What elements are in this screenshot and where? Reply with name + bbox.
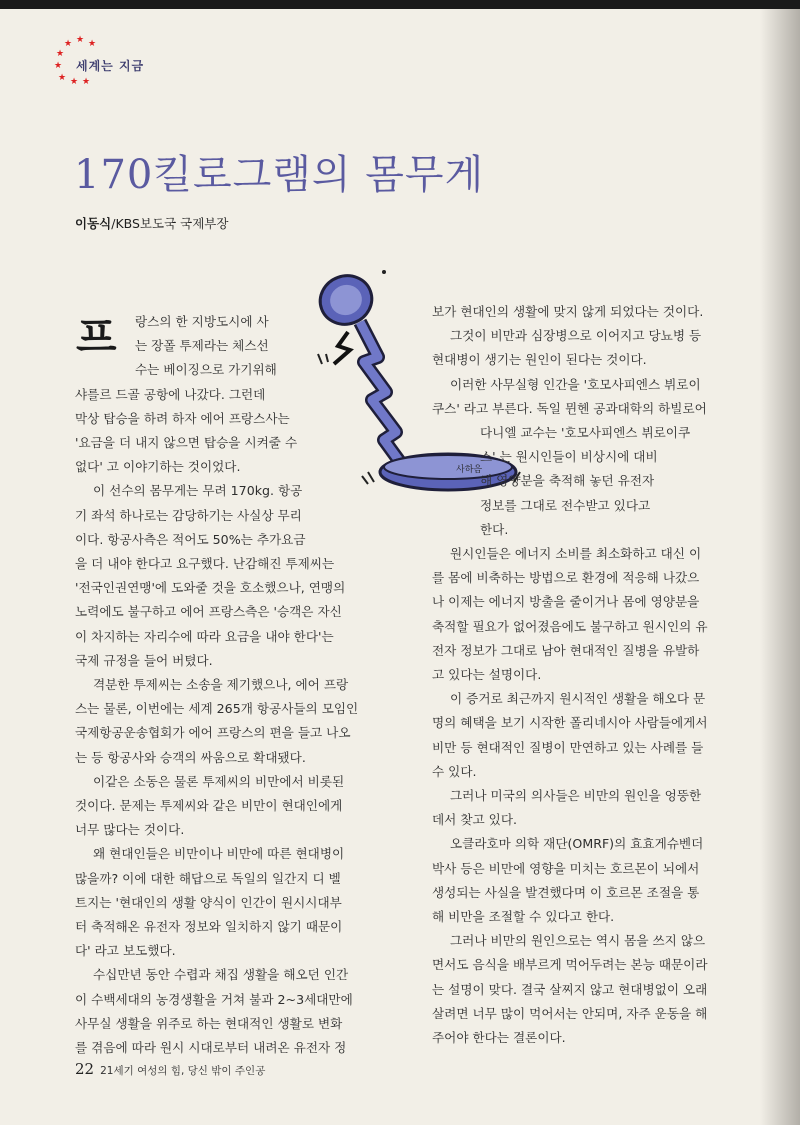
paragraph-line: 는 등 항공사와 승객의 싸움으로 확대됐다. bbox=[75, 749, 306, 765]
paragraph-line: 사무실 생활을 위주로 하는 현대적인 생활로 변화 bbox=[75, 1015, 343, 1031]
paragraph-line: 랑스의 한 지방도시에 사 bbox=[135, 314, 269, 329]
paragraph-line: 면서도 음식을 배부르게 먹어두려는 본능 때문이라 bbox=[432, 957, 708, 973]
paragraph-line: 이 차지하는 자리수에 따라 요금을 내야 한다'는 bbox=[75, 628, 334, 644]
paragraph-line: 는 장폴 투제라는 체스선 bbox=[135, 338, 269, 354]
paragraph-line: 이러한 사무실형 인간을 '호모사피엔스 뷔로이 bbox=[450, 376, 701, 392]
paragraph-line: 이다. 항공사측은 적어도 50%는 추가요금 bbox=[75, 531, 306, 547]
paragraph-line: 노력에도 불구하고 에어 프랑스측은 '승객은 자신 bbox=[75, 604, 342, 620]
paragraph-line: 원시인들은 에너지 소비를 최소화하고 대신 이 bbox=[450, 546, 702, 562]
paragraph-line: 고 있다는 설명이다. bbox=[432, 667, 542, 683]
paragraph-line: 기 좌석 하나로는 감당하기는 사실상 무리 bbox=[75, 507, 302, 523]
left-column bbox=[75, 310, 405, 1060]
paragraph-line: 박사 등은 비만에 영향을 미치는 호르몬이 뇌에서 bbox=[432, 860, 700, 876]
paragraph-line: 명의 혜택을 보기 시작한 폴리네시아 사람들에게서 bbox=[432, 715, 708, 731]
article-title: 170킬로그램의 몸무게 bbox=[74, 152, 485, 198]
paragraph-line: 해 영양분을 축적해 놓던 유전자 bbox=[480, 473, 655, 489]
paragraph-line: '전국인권연맹'에 도와줄 것을 호소했으나, 연맹의 bbox=[75, 580, 346, 596]
paragraph-line: 그러나 비만의 원인으로는 역시 몸을 쓰지 않으 bbox=[450, 933, 706, 949]
author-line bbox=[75, 214, 228, 232]
section-label: 세계는 지금 bbox=[76, 59, 145, 73]
paragraph-line: 비만 등 현대적인 질병이 만연하고 있는 사례를 들 bbox=[432, 739, 704, 755]
top-edge-bar bbox=[0, 0, 800, 9]
paragraph-line: 쿠스' 라고 부른다. 독일 뮌헨 공과대학의 하빌로어 bbox=[432, 400, 707, 416]
running-title: 21세기 여성의 힘, 당신 밖이 주인공 bbox=[100, 1065, 266, 1077]
paragraph-line: 없다' 고 이야기하는 것이었다. bbox=[75, 459, 241, 475]
paragraph-line: 그것이 비만과 심장병으로 이어지고 당뇨병 등 bbox=[450, 328, 702, 344]
paragraph-line: 많을까? 이에 대한 해답으로 독일의 일간지 디 벨 bbox=[75, 870, 341, 886]
paragraph-line: 주어야 한다는 결론이다. bbox=[432, 1030, 566, 1046]
paragraph-line: 생성되는 사실을 발견했다며 이 호르몬 조절을 통 bbox=[432, 884, 700, 900]
paragraph-line: 스는 물론, 이번에는 세계 265개 항공사들의 모임인 bbox=[75, 701, 359, 717]
paragraph-line: 수 있다. bbox=[432, 763, 477, 779]
paragraph-line: 이 증거로 최근까지 원시적인 생활을 해오다 문 bbox=[450, 691, 706, 707]
paragraph-line: 것이다. 문제는 투제씨와 같은 비만이 현대인에게 bbox=[75, 798, 343, 814]
paragraph-line: 국제항공운송협회가 에어 프랑스의 편을 들고 나오 bbox=[75, 725, 351, 741]
paragraph-line: 현대병이 생기는 원인이 된다는 것이다. bbox=[432, 352, 647, 368]
paragraph-line: 그러나 미국의 의사들은 비만의 원인을 엉뚱한 bbox=[450, 788, 702, 804]
author-role: /KBS보도국 국제부장 bbox=[111, 216, 229, 231]
paragraph-line: 이 선수의 몸무게는 무려 170kg. 항공 bbox=[93, 483, 303, 499]
paragraph-line: '요금을 더 내지 않으면 탑승을 시켜줄 수 bbox=[75, 435, 298, 451]
paragraph-line: 전자 정보가 그대로 남아 현대적인 질병을 유발하 bbox=[432, 642, 700, 658]
paragraph-line: 왜 현대인들은 비만이나 비만에 따른 현대병이 bbox=[93, 846, 345, 862]
page-footer bbox=[75, 1060, 265, 1078]
paragraph-line: 을 더 내야 한다고 요구했다. 난감해진 투제씨는 bbox=[75, 556, 335, 572]
paragraph-line: 살려면 너무 많이 먹어서는 안되며, 자주 운동을 해 bbox=[432, 1005, 708, 1021]
dropcap: 프 bbox=[76, 313, 117, 362]
paragraph-line: 보가 현대인의 생활에 맞지 않게 되었다는 것이다. bbox=[432, 304, 704, 319]
paragraph-line: 한다. bbox=[480, 521, 509, 537]
paragraph-line: 를 겪음에 따라 원시 시대로부터 내려온 유전자 정 bbox=[75, 1040, 347, 1056]
star-ring-icon: ★ ★ ★ ★ ★ ★ ★ ★ bbox=[54, 35, 97, 87]
paragraph-line: 나 이제는 에너지 방출을 줄이거나 몸에 영양분을 bbox=[432, 594, 700, 610]
paragraph-line: 국제 규정을 들어 버텼다. bbox=[75, 652, 213, 668]
paragraph-line: 해 비만을 조절할 수 있다고 한다. bbox=[432, 909, 615, 925]
paragraph-line: 너무 많다는 것이다. bbox=[75, 822, 185, 838]
paragraph-line: 정보를 그대로 전수받고 있다고 bbox=[480, 497, 651, 513]
scale-label: 사하음 bbox=[456, 465, 483, 475]
page-number: 22 bbox=[75, 1060, 95, 1078]
paragraph-line: 축적할 필요가 없어졌음에도 불구하고 원시인의 유 bbox=[432, 618, 708, 634]
paragraph-line: 수는 베이징으로 가기위해 bbox=[135, 362, 277, 378]
right-column bbox=[432, 300, 772, 1050]
paragraph-line: 데서 찾고 있다. bbox=[432, 812, 518, 828]
paragraph-line: 이 수백세대의 농경생활을 거쳐 불과 2~3세대만에 bbox=[75, 991, 353, 1007]
paragraph-line: 격분한 투제씨는 소송을 제기했으나, 에어 프랑 bbox=[93, 677, 349, 693]
paragraph-line: 다' 라고 보도했다. bbox=[75, 943, 176, 959]
paragraph-line: 오클라호마 의학 재단(OMRF)의 효효게슈벤더 bbox=[450, 836, 704, 852]
paragraph-line: 는 설명이 맞다. 결국 살찌지 않고 현대병없이 오래 bbox=[432, 981, 708, 997]
paragraph-line: 샤를르 드골 공항에 나갔다. 그런데 bbox=[75, 386, 266, 402]
paragraph-line: 막상 탑승을 하려 하자 에어 프랑스사는 bbox=[75, 410, 290, 426]
paragraph-line: 스' 는 원시인들이 비상시에 대비 bbox=[480, 449, 658, 465]
paragraph-line: 트지는 '현대인의 생활 양식이 인간이 원시시대부 bbox=[75, 894, 342, 910]
paragraph-line: 이같은 소동은 물론 투제씨의 비만에서 비롯된 bbox=[93, 773, 345, 789]
paragraph-line: 를 몸에 비축하는 방법으로 환경에 적응해 나갔으 bbox=[432, 570, 700, 586]
author-name: 이동식 bbox=[75, 216, 112, 231]
paragraph-line: 다니엘 교수는 '호모사피엔스 뷔로이쿠 bbox=[480, 425, 691, 441]
paragraph-line: 터 축적해온 유전자 정보와 일치하지 않기 때문이 bbox=[75, 919, 343, 935]
paragraph-line: 수십만년 동안 수렵과 채집 생활을 해오던 인간 bbox=[93, 967, 349, 983]
